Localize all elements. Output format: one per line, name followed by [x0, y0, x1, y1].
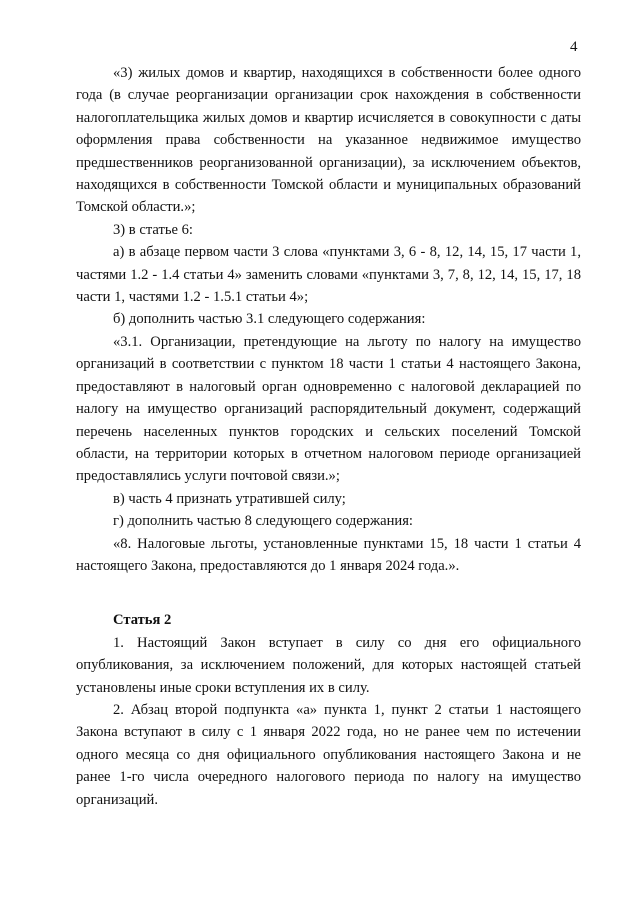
- document-body: [76, 62, 581, 811]
- section-spacer: [76, 577, 581, 609]
- paragraph-item-3-residential: «3) жилых домов и квартир, находящихся в собственности более одного года (в случае реорганизации организации срок нахождения в собственности налогоплательщика жилых домов и квартир исчисляется в совокупности с даты оформления права собственности на указанное недвижимое имущество предшественников реорганизованной организации), за исключением объектов, находящихся в собственности Томской области и муниципальных образований Томской области.»;: [76, 65, 581, 216]
- article-2-paragraph-2: 2. Абзац второй подпункта «а» пункта 1, пункт 2 статьи 1 настоящего Закона вступают в силу с 1 января 2022 года, но не ранее чем по истечении одного месяца со дня официального опубликования настоящего Закона и не ранее 1-го числа очередного налогового периода по налогу на имущество организаций.: [76, 701, 581, 808]
- paragraph-article-6-header: 3) в статье 6:: [113, 221, 193, 238]
- article-2-heading: Статья 2: [113, 612, 172, 629]
- paragraph-subitem-g: г) дополнить частью 8 следующего содержания:: [113, 513, 413, 530]
- article-2-paragraph-1: 1. Настоящий Закон вступает в силу со дня его официального опубликования, за исключением положений, для которых настоящей статьей установлены иные сроки вступления их в силу.: [76, 634, 581, 696]
- paragraph-subitem-a: а) в абзаце первом части 3 слова «пунктами 3, 6 - 8, 12, 14, 15, 17 части 1, частями 1.2 - 1.4 статьи 4» заменить словами «пунктами 3, 7, 8, 12, 14, 15, 17, 18 части 1, частями 1.2 - 1.5.1 статьи 4»;: [76, 244, 581, 306]
- paragraph-part-3-1: «3.1. Организации, претендующие на льготу по налогу на имущество организаций в соответствии с пунктом 18 части 1 статьи 4 настоящего Закона, предоставляют в налоговый орган одновременно с налоговой декларацией по налогу на имущество организаций распорядительный документ, содержащий перечень населенных пунктов городских и сельских поселений Томской области, на территории которых в отчетном налоговом периоде организацией предоставлялись услуги почтовой связи.»;: [76, 333, 581, 485]
- paragraph-subitem-b: б) дополнить частью 3.1 следующего содержания:: [113, 311, 426, 328]
- paragraph-subitem-v: в) часть 4 признать утратившей силу;: [113, 490, 346, 507]
- paragraph-part-8: «8. Налоговые льготы, установленные пунктами 15, 18 части 1 статьи 4 настоящего Закона, предоставляются до 1 января 2024 года.».: [76, 535, 581, 574]
- page-number: 4: [570, 39, 578, 55]
